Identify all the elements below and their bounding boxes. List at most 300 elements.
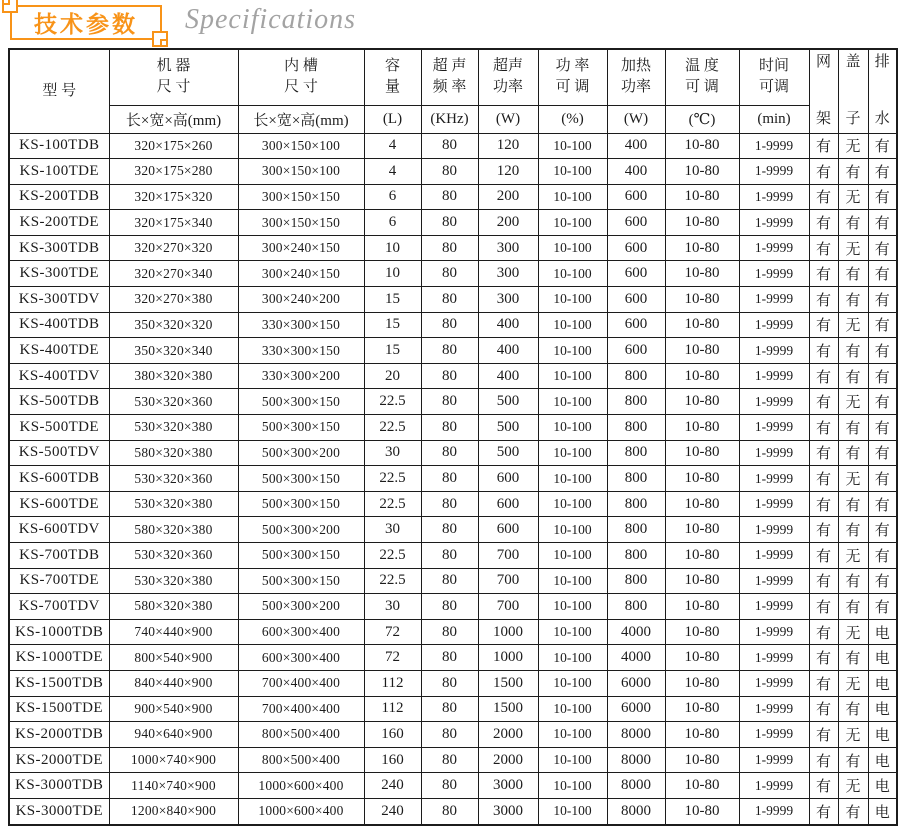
cell-power-adjustable: 10-100	[538, 440, 607, 466]
cell-drain: 有	[868, 594, 897, 620]
cell-heating-power: 4000	[607, 645, 665, 671]
cell-temp-adjustable: 10-80	[665, 235, 739, 261]
cell-tank-size: 600×300×400	[238, 619, 364, 645]
cell-tank-size: 500×300×150	[238, 543, 364, 569]
cell-machine-size: 530×320×360	[109, 466, 238, 492]
cell-time-adjustable: 1-9999	[739, 722, 809, 748]
cell-time-adjustable: 1-9999	[739, 312, 809, 338]
unit-capacity: (L)	[364, 105, 421, 133]
cell-temp-adjustable: 10-80	[665, 133, 739, 159]
cell-machine-size: 800×540×900	[109, 645, 238, 671]
table-row	[9, 568, 897, 594]
cell-ultrasonic-frequency: 80	[421, 645, 478, 671]
cell-machine-size: 580×320×380	[109, 594, 238, 620]
cell-tank-size: 800×500×400	[238, 722, 364, 748]
cell-capacity: 160	[364, 747, 421, 773]
cell-heating-power: 800	[607, 415, 665, 441]
cell-power-adjustable: 10-100	[538, 338, 607, 364]
cell-capacity: 22.5	[364, 491, 421, 517]
cell-tank-size: 500×300×150	[238, 466, 364, 492]
cell-rack: 有	[809, 312, 838, 338]
cell-model: KS-600TDB	[9, 466, 109, 492]
cell-rack: 有	[809, 440, 838, 466]
cell-temp-adjustable: 10-80	[665, 184, 739, 210]
cell-drain: 有	[868, 389, 897, 415]
table-row	[9, 747, 897, 773]
cell-machine-size: 530×320×380	[109, 491, 238, 517]
cell-tank-size: 500×300×200	[238, 440, 364, 466]
cell-tank-size: 300×150×150	[238, 184, 364, 210]
cell-rack: 有	[809, 773, 838, 799]
cell-tank-size: 600×300×400	[238, 645, 364, 671]
cell-ultrasonic-frequency: 80	[421, 210, 478, 236]
cell-model: KS-400TDB	[9, 312, 109, 338]
cell-ultrasonic-power: 3000	[478, 798, 538, 825]
cell-ultrasonic-power: 2000	[478, 747, 538, 773]
cell-tank-size: 700×400×400	[238, 670, 364, 696]
cell-machine-size: 1200×840×900	[109, 798, 238, 825]
cell-tank-size: 500×300×200	[238, 594, 364, 620]
cell-tank-size: 500×300×150	[238, 389, 364, 415]
cell-capacity: 15	[364, 338, 421, 364]
table-row	[9, 722, 897, 748]
cell-time-adjustable: 1-9999	[739, 261, 809, 287]
cell-machine-size: 350×320×340	[109, 338, 238, 364]
cell-ultrasonic-power: 600	[478, 517, 538, 543]
cell-heating-power: 400	[607, 159, 665, 185]
table-row	[9, 261, 897, 287]
cell-model: KS-400TDV	[9, 363, 109, 389]
cell-lid: 无	[838, 619, 868, 645]
cell-time-adjustable: 1-9999	[739, 184, 809, 210]
table-row	[9, 773, 897, 799]
cell-tank-size: 300×240×150	[238, 235, 364, 261]
cell-capacity: 10	[364, 261, 421, 287]
cell-heating-power: 600	[607, 235, 665, 261]
cell-rack: 有	[809, 159, 838, 185]
cell-ultrasonic-frequency: 80	[421, 389, 478, 415]
cell-time-adjustable: 1-9999	[739, 670, 809, 696]
cell-time-adjustable: 1-9999	[739, 389, 809, 415]
cell-tank-size: 500×300×150	[238, 415, 364, 441]
cell-heating-power: 800	[607, 389, 665, 415]
cell-rack: 有	[809, 184, 838, 210]
col-header-model: 型 号	[9, 49, 109, 133]
cell-capacity: 4	[364, 133, 421, 159]
col-header-drain: 排 水	[868, 49, 897, 133]
table-row	[9, 159, 897, 185]
cell-time-adjustable: 1-9999	[739, 543, 809, 569]
table-row	[9, 670, 897, 696]
cell-model: KS-1000TDE	[9, 645, 109, 671]
cell-model: KS-700TDV	[9, 594, 109, 620]
cell-time-adjustable: 1-9999	[739, 440, 809, 466]
cell-ultrasonic-frequency: 80	[421, 287, 478, 313]
cell-ultrasonic-frequency: 80	[421, 440, 478, 466]
cell-model: KS-100TDB	[9, 133, 109, 159]
cell-lid: 有	[838, 517, 868, 543]
cell-drain: 有	[868, 568, 897, 594]
corner-ornament-icon	[2, 0, 18, 13]
cell-capacity: 22.5	[364, 415, 421, 441]
cell-capacity: 6	[364, 184, 421, 210]
cell-machine-size: 530×320×380	[109, 415, 238, 441]
cell-power-adjustable: 10-100	[538, 184, 607, 210]
spec-table-header	[9, 49, 897, 133]
cell-time-adjustable: 1-9999	[739, 798, 809, 825]
cell-capacity: 160	[364, 722, 421, 748]
cell-temp-adjustable: 10-80	[665, 415, 739, 441]
cell-rack: 有	[809, 798, 838, 825]
cell-time-adjustable: 1-9999	[739, 594, 809, 620]
cell-time-adjustable: 1-9999	[739, 415, 809, 441]
cell-tank-size: 300×240×150	[238, 261, 364, 287]
cell-drain: 有	[868, 312, 897, 338]
cell-time-adjustable: 1-9999	[739, 568, 809, 594]
cell-lid: 有	[838, 261, 868, 287]
cell-lid: 有	[838, 415, 868, 441]
cell-drain: 电	[868, 645, 897, 671]
cell-lid: 无	[838, 389, 868, 415]
cell-ultrasonic-frequency: 80	[421, 261, 478, 287]
cell-drain: 电	[868, 798, 897, 825]
cell-machine-size: 320×175×340	[109, 210, 238, 236]
cell-rack: 有	[809, 338, 838, 364]
cell-machine-size: 320×175×280	[109, 159, 238, 185]
cell-capacity: 15	[364, 312, 421, 338]
cell-model: KS-1500TDB	[9, 670, 109, 696]
cell-lid: 有	[838, 696, 868, 722]
cell-tank-size: 500×300×150	[238, 491, 364, 517]
cell-ultrasonic-power: 300	[478, 235, 538, 261]
cell-time-adjustable: 1-9999	[739, 773, 809, 799]
table-row	[9, 594, 897, 620]
cell-drain: 电	[868, 670, 897, 696]
cell-drain: 有	[868, 159, 897, 185]
cell-lid: 有	[838, 798, 868, 825]
cell-tank-size: 500×300×150	[238, 568, 364, 594]
cell-model: KS-500TDV	[9, 440, 109, 466]
cell-time-adjustable: 1-9999	[739, 159, 809, 185]
col-header-temp-adjustable: 温 度 可 调	[665, 49, 739, 105]
cell-temp-adjustable: 10-80	[665, 440, 739, 466]
unit-ultrasonic-power: (W)	[478, 105, 538, 133]
cell-model: KS-2000TDB	[9, 722, 109, 748]
cell-lid: 无	[838, 722, 868, 748]
cell-capacity: 4	[364, 159, 421, 185]
unit-ultrasonic-frequency: (KHz)	[421, 105, 478, 133]
cell-model: KS-700TDB	[9, 543, 109, 569]
cell-temp-adjustable: 10-80	[665, 696, 739, 722]
corner-ornament-icon	[152, 31, 168, 47]
cell-model: KS-1000TDB	[9, 619, 109, 645]
spec-table	[8, 48, 898, 826]
cell-drain: 有	[868, 133, 897, 159]
cell-lid: 无	[838, 312, 868, 338]
cell-tank-size: 330×300×150	[238, 338, 364, 364]
cell-capacity: 22.5	[364, 543, 421, 569]
cell-lid: 无	[838, 133, 868, 159]
cell-power-adjustable: 10-100	[538, 645, 607, 671]
cell-power-adjustable: 10-100	[538, 696, 607, 722]
cell-rack: 有	[809, 287, 838, 313]
col-header-capacity: 容 量	[364, 49, 421, 105]
cell-capacity: 30	[364, 517, 421, 543]
cell-power-adjustable: 10-100	[538, 491, 607, 517]
cell-heating-power: 6000	[607, 670, 665, 696]
cell-lid: 无	[838, 466, 868, 492]
cell-tank-size: 300×150×150	[238, 210, 364, 236]
cell-heating-power: 8000	[607, 773, 665, 799]
cell-lid: 有	[838, 363, 868, 389]
cell-time-adjustable: 1-9999	[739, 517, 809, 543]
col-header-power-adjustable: 功 率 可 调	[538, 49, 607, 105]
cell-ultrasonic-frequency: 80	[421, 133, 478, 159]
cell-power-adjustable: 10-100	[538, 619, 607, 645]
cell-rack: 有	[809, 491, 838, 517]
section-title-cn: 技术参数	[34, 11, 138, 37]
cell-temp-adjustable: 10-80	[665, 568, 739, 594]
cell-ultrasonic-power: 120	[478, 159, 538, 185]
cell-drain: 有	[868, 287, 897, 313]
cell-heating-power: 600	[607, 287, 665, 313]
cell-lid: 有	[838, 338, 868, 364]
cell-rack: 有	[809, 722, 838, 748]
cell-heating-power: 8000	[607, 798, 665, 825]
cell-rack: 有	[809, 415, 838, 441]
table-row	[9, 287, 897, 313]
table-row	[9, 466, 897, 492]
cell-ultrasonic-frequency: 80	[421, 312, 478, 338]
col-header-time-adjustable: 时间 可调	[739, 49, 809, 105]
cell-ultrasonic-power: 500	[478, 389, 538, 415]
table-row	[9, 619, 897, 645]
cell-heating-power: 800	[607, 568, 665, 594]
cell-ultrasonic-power: 120	[478, 133, 538, 159]
cell-model: KS-300TDV	[9, 287, 109, 313]
cell-drain: 有	[868, 543, 897, 569]
table-row	[9, 543, 897, 569]
cell-drain: 有	[868, 440, 897, 466]
col-header-ultrasonic-frequency: 超 声 频 率	[421, 49, 478, 105]
cell-temp-adjustable: 10-80	[665, 491, 739, 517]
cell-time-adjustable: 1-9999	[739, 645, 809, 671]
cell-machine-size: 320×270×340	[109, 261, 238, 287]
cell-tank-size: 300×150×100	[238, 133, 364, 159]
cell-drain: 有	[868, 415, 897, 441]
col-header-lid: 盖 子	[838, 49, 868, 133]
unit-machine-size: 长×宽×高(mm)	[109, 105, 238, 133]
cell-rack: 有	[809, 235, 838, 261]
cell-model: KS-200TDE	[9, 210, 109, 236]
table-row	[9, 312, 897, 338]
cell-rack: 有	[809, 517, 838, 543]
cell-power-adjustable: 10-100	[538, 670, 607, 696]
cell-power-adjustable: 10-100	[538, 261, 607, 287]
cell-drain: 有	[868, 363, 897, 389]
cell-power-adjustable: 10-100	[538, 517, 607, 543]
cell-drain: 电	[868, 696, 897, 722]
cell-drain: 电	[868, 773, 897, 799]
cell-heating-power: 600	[607, 261, 665, 287]
cell-time-adjustable: 1-9999	[739, 210, 809, 236]
cell-ultrasonic-frequency: 80	[421, 338, 478, 364]
cell-temp-adjustable: 10-80	[665, 645, 739, 671]
cell-lid: 有	[838, 747, 868, 773]
cell-model: KS-3000TDB	[9, 773, 109, 799]
cell-heating-power: 8000	[607, 722, 665, 748]
cell-lid: 有	[838, 210, 868, 236]
cell-machine-size: 530×320×380	[109, 568, 238, 594]
cell-ultrasonic-power: 200	[478, 210, 538, 236]
cell-ultrasonic-power: 400	[478, 312, 538, 338]
cell-model: KS-300TDE	[9, 261, 109, 287]
cell-drain: 有	[868, 210, 897, 236]
cell-temp-adjustable: 10-80	[665, 210, 739, 236]
table-row	[9, 415, 897, 441]
cell-ultrasonic-power: 200	[478, 184, 538, 210]
cell-machine-size: 900×540×900	[109, 696, 238, 722]
cell-ultrasonic-frequency: 80	[421, 517, 478, 543]
col-header-tank-size: 内 槽 尺 寸	[238, 49, 364, 105]
cell-ultrasonic-frequency: 80	[421, 363, 478, 389]
cell-ultrasonic-power: 300	[478, 261, 538, 287]
cell-time-adjustable: 1-9999	[739, 466, 809, 492]
cell-machine-size: 320×175×320	[109, 184, 238, 210]
cell-heating-power: 600	[607, 184, 665, 210]
cell-machine-size: 1000×740×900	[109, 747, 238, 773]
cell-rack: 有	[809, 543, 838, 569]
cell-ultrasonic-power: 400	[478, 363, 538, 389]
cell-ultrasonic-frequency: 80	[421, 568, 478, 594]
cell-rack: 有	[809, 389, 838, 415]
cell-rack: 有	[809, 619, 838, 645]
cell-lid: 无	[838, 773, 868, 799]
cell-drain: 有	[868, 517, 897, 543]
cell-power-adjustable: 10-100	[538, 235, 607, 261]
cell-power-adjustable: 10-100	[538, 415, 607, 441]
cell-temp-adjustable: 10-80	[665, 670, 739, 696]
cell-heating-power: 800	[607, 363, 665, 389]
cell-power-adjustable: 10-100	[538, 287, 607, 313]
cell-tank-size: 700×400×400	[238, 696, 364, 722]
cell-temp-adjustable: 10-80	[665, 261, 739, 287]
cell-rack: 有	[809, 466, 838, 492]
cell-power-adjustable: 10-100	[538, 594, 607, 620]
cell-rack: 有	[809, 645, 838, 671]
cell-heating-power: 800	[607, 543, 665, 569]
cell-tank-size: 330×300×200	[238, 363, 364, 389]
cell-machine-size: 940×640×900	[109, 722, 238, 748]
cell-power-adjustable: 10-100	[538, 466, 607, 492]
cell-ultrasonic-power: 2000	[478, 722, 538, 748]
cell-tank-size: 800×500×400	[238, 747, 364, 773]
cell-lid: 无	[838, 670, 868, 696]
cell-ultrasonic-power: 300	[478, 287, 538, 313]
cell-drain: 电	[868, 747, 897, 773]
cell-power-adjustable: 10-100	[538, 798, 607, 825]
cell-machine-size: 580×320×380	[109, 517, 238, 543]
cell-temp-adjustable: 10-80	[665, 338, 739, 364]
cell-time-adjustable: 1-9999	[739, 287, 809, 313]
cell-model: KS-3000TDE	[9, 798, 109, 825]
cell-time-adjustable: 1-9999	[739, 491, 809, 517]
cell-ultrasonic-frequency: 80	[421, 722, 478, 748]
cell-drain: 有	[868, 184, 897, 210]
cell-temp-adjustable: 10-80	[665, 389, 739, 415]
cell-heating-power: 800	[607, 466, 665, 492]
cell-power-adjustable: 10-100	[538, 210, 607, 236]
cell-power-adjustable: 10-100	[538, 543, 607, 569]
cell-ultrasonic-power: 600	[478, 491, 538, 517]
cell-tank-size: 1000×600×400	[238, 798, 364, 825]
cell-lid: 无	[838, 184, 868, 210]
cell-machine-size: 320×175×260	[109, 133, 238, 159]
cell-heating-power: 800	[607, 491, 665, 517]
cell-model: KS-600TDE	[9, 491, 109, 517]
cell-power-adjustable: 10-100	[538, 363, 607, 389]
cell-ultrasonic-power: 400	[478, 338, 538, 364]
cell-ultrasonic-power: 3000	[478, 773, 538, 799]
table-row	[9, 235, 897, 261]
col-header-ultrasonic-power: 超声 功率	[478, 49, 538, 105]
table-row	[9, 338, 897, 364]
table-row	[9, 133, 897, 159]
cell-capacity: 22.5	[364, 466, 421, 492]
cell-machine-size: 530×320×360	[109, 543, 238, 569]
cell-ultrasonic-power: 1000	[478, 645, 538, 671]
cell-model: KS-200TDB	[9, 184, 109, 210]
cell-capacity: 6	[364, 210, 421, 236]
cell-machine-size: 320×270×320	[109, 235, 238, 261]
spec-table-body	[9, 133, 897, 825]
cell-ultrasonic-frequency: 80	[421, 670, 478, 696]
cell-drain: 有	[868, 338, 897, 364]
section-title-en: Specifications	[185, 4, 357, 35]
cell-tank-size: 500×300×200	[238, 517, 364, 543]
cell-rack: 有	[809, 261, 838, 287]
cell-heating-power: 600	[607, 338, 665, 364]
cell-model: KS-500TDB	[9, 389, 109, 415]
cell-heating-power: 400	[607, 133, 665, 159]
cell-ultrasonic-frequency: 80	[421, 415, 478, 441]
cell-machine-size: 380×320×380	[109, 363, 238, 389]
cell-heating-power: 6000	[607, 696, 665, 722]
cell-time-adjustable: 1-9999	[739, 133, 809, 159]
col-header-machine-size: 机 器 尺 寸	[109, 49, 238, 105]
cell-capacity: 72	[364, 645, 421, 671]
cell-heating-power: 800	[607, 517, 665, 543]
table-row	[9, 184, 897, 210]
cell-temp-adjustable: 10-80	[665, 287, 739, 313]
cell-temp-adjustable: 10-80	[665, 798, 739, 825]
cell-machine-size: 1140×740×900	[109, 773, 238, 799]
cell-ultrasonic-frequency: 80	[421, 619, 478, 645]
cell-power-adjustable: 10-100	[538, 312, 607, 338]
cell-temp-adjustable: 10-80	[665, 594, 739, 620]
cell-rack: 有	[809, 747, 838, 773]
cell-heating-power: 800	[607, 440, 665, 466]
cell-capacity: 22.5	[364, 568, 421, 594]
cell-time-adjustable: 1-9999	[739, 338, 809, 364]
table-row	[9, 517, 897, 543]
cell-ultrasonic-frequency: 80	[421, 184, 478, 210]
unit-temp-adjustable: (℃)	[665, 105, 739, 133]
cell-model: KS-300TDB	[9, 235, 109, 261]
cell-machine-size: 840×440×900	[109, 670, 238, 696]
cell-ultrasonic-power: 1000	[478, 619, 538, 645]
cell-drain: 有	[868, 261, 897, 287]
